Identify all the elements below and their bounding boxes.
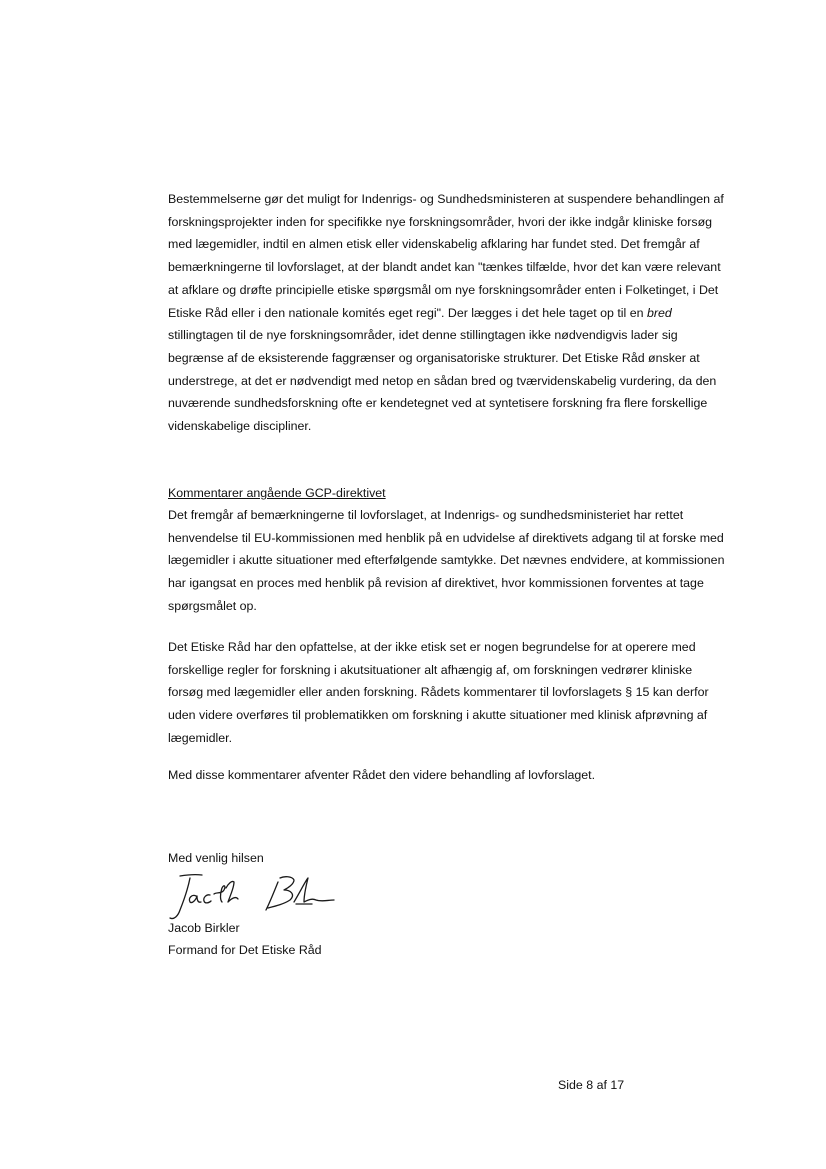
- handwritten-signature: [166, 866, 346, 926]
- closing-greeting: Med venlig hilsen: [168, 851, 264, 865]
- signer-title: Formand for Det Etiske Råd: [168, 943, 322, 957]
- paragraph-council-opinion: Det Etiske Råd har den opfattelse, at der ikke etisk set er nogen begrundelse for at operere med forskellige regler for forskning i akutsituationer alt afhængig af, om forskningen vedrører kliniske forsøg med lægemidler eller anden forskning. Rådets kommentarer til lovforslagets § 15 kan derfor uden videre overføres til problematikken om forskning i akutte situationer med klinisk afprøvning af lægemidler.: [168, 640, 709, 745]
- paragraph-awaiting: Med disse kommentarer afventer Rådet den videre behandling af lovforslaget.: [168, 768, 596, 782]
- paragraph-suspension-italic: bred: [646, 305, 672, 320]
- paragraph-suspension-text-2: stillingtagen til de nye forskningsområder, idet denne stillingtagen ikke nødvendigvis lader sig begrænse af de eksisterende faggrænser og organisatoriske strukturer. Det Etiske Råd ønsker at understrege, at det er nødvendigt med netop en sådan bred og tværvidenskabelig vurdering, da den nuværende sundhedsforskning ofte er kendetegnet ved at syntetisere forskning fra flere forskellige videnskabelige discipliner.: [168, 328, 717, 434]
- paragraph-gcp-commission: Det fremgår af bemærkningerne til lovforslaget, at Indenrigs- og sundhedsministeriet har rettet henvendelse til EU-kommissionen med henblik på en udvidelse af direktivets adgang til at forske med lægemidler i akutte situationer med efterfølgende samtykke. Det nævnes endvidere, at kommissionen har igangsat en proces med henblik på revision af direktivet, hvor kommissionen forventes at tage spørgsmålet op.: [168, 508, 725, 613]
- signer-name: Jacob Birkler: [168, 921, 240, 935]
- paragraph-suspension: [168, 188, 728, 438]
- page-number: Side 8 af 17: [558, 1078, 625, 1092]
- section-heading-gcp: Kommentarer angående GCP-direktivet: [168, 486, 386, 500]
- paragraph-suspension-text-1: Bestemmelserne gør det muligt for Indenrigs- og Sundhedsministeren at suspendere behandlingen af forskningsprojekter inden for specifikke nye forskningsområder, hvori der ikke indgår kliniske forsøg med lægemidler, indtil en almen etisk eller videnskabelig afklaring har fundet sted. Det fremgår af bemærkningerne til lovforslaget, at der blandt andet kan "tænkes tilfælde, hvor det kan være relevant at afklare og drøfte principielle etiske spørgsmål om nye forskningsområder enten i Folketinget, i Det Etiske Råd eller i den nationale komités eget regi". Der lægges i det hele taget op til en: [168, 192, 724, 320]
